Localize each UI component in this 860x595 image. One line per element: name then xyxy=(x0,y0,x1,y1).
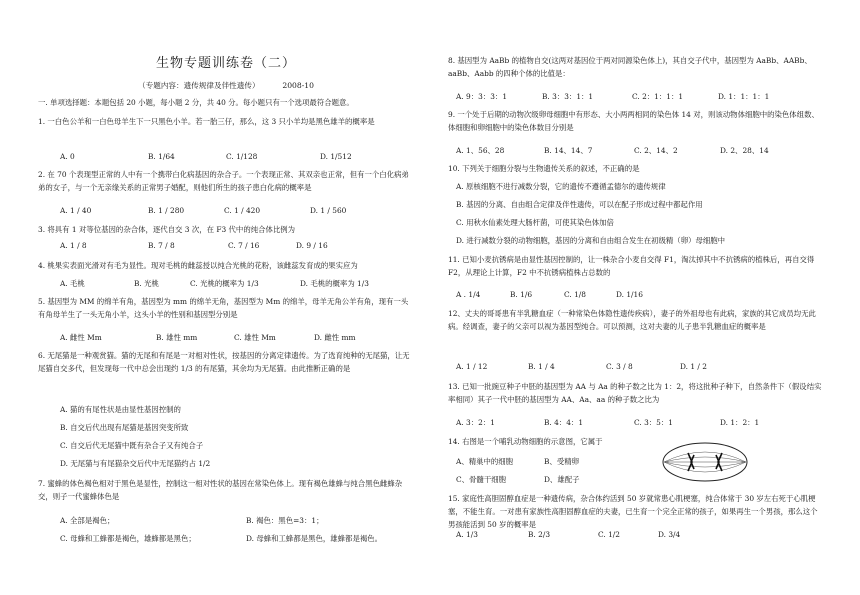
question-4: 4. 桃果实表面光滑对有毛为显性。现对毛桃的雌蕊授以纯合光桃的花粉，该雌蕊发育成的果实应为 xyxy=(38,261,358,270)
q4-option-a: A. 毛桃 xyxy=(60,279,85,288)
q9-option-a: A. 1、56、28 xyxy=(456,146,505,155)
question-12: 12、丈夫的哥哥患有半乳糖血症（一种常染色体隐性遗传疾病），妻子的外祖母也有此病，家族的其它成员均无此病。经调查，妻子的父亲可以视为基因型纯合。可以预测，这对夫妻的儿子患半乳糖血症的概率是 xyxy=(448,309,816,331)
q13-option-d: D. 1：2：1 xyxy=(720,418,760,427)
q11-option-a: A . 1/4 xyxy=(456,290,481,299)
q6-option-c: C. 自交后代无尾猫中既有杂合子又有纯合子 xyxy=(60,441,204,450)
q14-option-a: A、精巢中的细胞 xyxy=(456,457,514,466)
question-2: 2. 在 70 个表现型正常的人中有一个携带白化病基因的杂合子。一个表现正常、其双亲也正常，但有一个白化病弟弟的女子，与一个无亲缘关系的正常男子婚配，则他们所生的孩子患白化病的概率是 xyxy=(38,170,409,192)
subtitle-topic: （专题内容：遗传规律及伴性遗传） xyxy=(138,81,260,90)
question-8: 8. 基因型为 AaBb 的植物自交(这两对基因位于两对同源染色体上)，其自交子代中，基因型为 AaBb、AABb、aaBb、Aabb 的四种个体的比值是： xyxy=(448,56,812,78)
question-7: 7. 蜜蜂的体色褐色相对于黑色是显性，控制这一相对性状的基因在常染色体上。现有褐色雄蜂与纯合黑色雌蜂杂交，则子一代蜜蜂体色是 xyxy=(38,479,403,501)
q7-option-c: C. 母蜂和工蜂都是褐色，雄蜂都是黑色； xyxy=(60,534,196,543)
question-14: 14. 右图是一个哺乳动物细胞的示意图，它属于 xyxy=(448,437,603,446)
question-1: 1. 一白色公羊和一白色母羊生下一只黑色小羊。若一胎三仔，那么，这 3 只小羊均是黑色雄羊的概率是 xyxy=(38,117,375,126)
q8-option-c: C. 2：1：1：1 xyxy=(632,92,684,101)
question-10: 10. 下列关于细胞分裂与生物遗传关系的叙述，不正确的是 xyxy=(448,164,640,173)
question-5: 5. 基因型为 MM 的绵羊有角，基因型为 mm 的绵羊无角，基因型为 Mm 的绵羊，母羊无角公羊有角，现有一头有角母羊生了一头无角小羊，这头小羊的性别和基因型分别是 xyxy=(38,297,409,319)
q2-option-c: C. 1 / 420 xyxy=(224,206,261,215)
q11-option-d: D. 1/16 xyxy=(616,290,643,299)
q3-option-c: C. 7 / 16 xyxy=(228,241,260,250)
q14-option-c: C、骨髓干细胞 xyxy=(456,475,506,484)
q2-option-a: A. 1 / 40 xyxy=(60,206,92,215)
q12-option-c: C. 3 / 8 xyxy=(606,362,633,371)
q1-option-b: B. 1/64 xyxy=(148,152,175,161)
q4-option-d: D. 毛桃的概率为 1/3 xyxy=(300,279,369,288)
q3-option-d: D. 9 / 16 xyxy=(296,241,328,250)
subtitle-date: 2008-10 xyxy=(282,81,314,90)
page-title: 生物专题训练卷（二） xyxy=(155,56,296,71)
q14-option-b: B、受精卵 xyxy=(544,457,579,466)
q6-option-a: A. 猫的有尾性状是由显性基因控制的 xyxy=(60,405,181,414)
q3-option-a: A. 1 / 8 xyxy=(60,241,87,250)
q3-option-b: B. 7 / 8 xyxy=(148,241,175,250)
q5-option-a: A. 雌性 Mm xyxy=(60,333,102,342)
q1-option-c: C. 1/128 xyxy=(226,152,258,161)
cell-icon xyxy=(660,440,750,484)
q10-option-a: A. 原核细胞不进行减数分裂，它的遗传不遵循孟德尔的遗传规律 xyxy=(456,182,666,191)
q15-option-d: D. 3/4 xyxy=(658,530,681,539)
q15-option-b: B. 2/3 xyxy=(528,530,551,539)
q8-option-a: A. 9：3：3：1 xyxy=(456,92,508,101)
q10-option-d: D. 进行减数分裂的动物细胞，基因的分离和自由组合发生在初级精（卵）母细胞中 xyxy=(456,236,726,245)
q5-option-b: B. 雄性 mm xyxy=(156,333,198,342)
q12-option-b: B. 1 / 4 xyxy=(528,362,555,371)
q10-option-b: B. 基因的分离、自由组合定律及伴性遗传，可以在配子形成过程中都起作用 xyxy=(456,200,703,209)
q9-option-b: B. 14、14、7 xyxy=(544,146,593,155)
q8-option-b: B. 3：3：1：1 xyxy=(542,92,594,101)
q2-option-d: D. 1 / 560 xyxy=(310,206,347,215)
question-13: 13. 已知一批豌豆种子中胚的基因型为 AA 与 Aa 的种子数之比为 1：2，将这批种子种下，自然条件下（假设结实率相同）其子一代中胚的基因型为 AA、Aa、aa 的种子数之比为 xyxy=(448,382,822,404)
q14-option-d: D、雄配子 xyxy=(544,475,580,484)
page-subtitle xyxy=(38,80,414,91)
q7-option-a: A. 全部是褐色； xyxy=(60,516,115,525)
q5-option-d: D. 雌性 mm xyxy=(314,333,356,342)
q15-option-a: A. 1/3 xyxy=(456,530,478,539)
q6-option-d: D. 无尾猫与有尾猫杂交后代中无尾猫约占 1/2 xyxy=(60,459,211,468)
q7-option-d: D. 母蜂和工蜂都是黑色，雄蜂都是褐色。 xyxy=(246,534,383,543)
q4-option-b: B. 光桃 xyxy=(134,279,159,288)
q11-option-b: B. 1/6 xyxy=(510,290,533,299)
q12-option-d: D. 1 / 2 xyxy=(680,362,707,371)
question-9: 9. 一个处于后期的动物次级卵母细胞中有形态、大小两两相同的染色体 14 对，则该动物体细胞中的染色体组数、体细胞和卵细胞中的染色体数目分别是 xyxy=(448,110,819,132)
q11-option-c: C. 1/8 xyxy=(564,290,586,299)
section-heading: 一. 单项选择题：本题包括 20 小题，每小题 2 分，共 40 分。每小题只有一个选项最符合题意。 xyxy=(38,98,354,107)
question-6: 6. 无尾猫是一种观赏猫。猫的无尾和有尾是一对相对性状，按基因的分离定律遗传。为了选育纯种的无尾猫，让无尾猫自交多代，但发现每一代中总会出现约 1/3 的有尾猫，其余均为无尾猫。由此推断正确的是 xyxy=(38,351,410,373)
q7-option-b: B. 褐色：黑色=3：1； xyxy=(246,516,324,525)
q9-option-c: C. 2、14、2 xyxy=(634,146,678,155)
q8-option-d: D. 1：1：1：1 xyxy=(718,92,770,101)
q13-option-b: B. 4：4：1 xyxy=(544,418,584,427)
q13-option-c: C. 3：5：1 xyxy=(634,418,673,427)
q15-option-c: C. 1/2 xyxy=(598,530,620,539)
q5-option-c: C. 雄性 Mm xyxy=(234,333,276,342)
question-15: 15. 家庭性高胆固醇血症是一种遗传病，杂合体约活到 50 岁就常患心肌梗塞，纯合体常于 30 岁左右死于心肌梗塞，不能生育。一对患有家族性高胆固醇血症的夫妻，已生育一个完全正常的孩子，如果再生一个男孩，那么这个男孩能活到 50 岁的概率是 xyxy=(448,494,818,529)
q13-option-a: A. 3：2：1 xyxy=(456,418,495,427)
q4-option-c: C. 光桃的概率为 1/3 xyxy=(190,279,259,288)
question-11: 11. 已知小麦抗锈病是由显性基因控制的，让一株杂合小麦自交得 F1，淘汰掉其中不抗锈病的植株后，再自交得 F2，从理论上计算，F2 中不抗锈病植株占总数的 xyxy=(448,255,815,277)
question-3: 3. 将具有 1 对等位基因的杂合体，逐代自交 3 次，在 F3 代中的纯合体比例为 xyxy=(38,225,296,234)
q10-option-c: C. 用秋水仙素处理大肠杆菌，可使其染色体加倍 xyxy=(456,218,614,227)
q9-option-d: D. 2、28、14 xyxy=(720,146,769,155)
q6-option-b: B. 自交后代出现有尾猫是基因突变所致 xyxy=(60,423,189,432)
q2-option-b: B. 1 / 280 xyxy=(148,206,185,215)
q1-option-a: A. 0 xyxy=(60,152,75,161)
q1-option-d: D. 1/512 xyxy=(320,152,352,161)
q12-option-a: A. 1 / 12 xyxy=(456,362,488,371)
